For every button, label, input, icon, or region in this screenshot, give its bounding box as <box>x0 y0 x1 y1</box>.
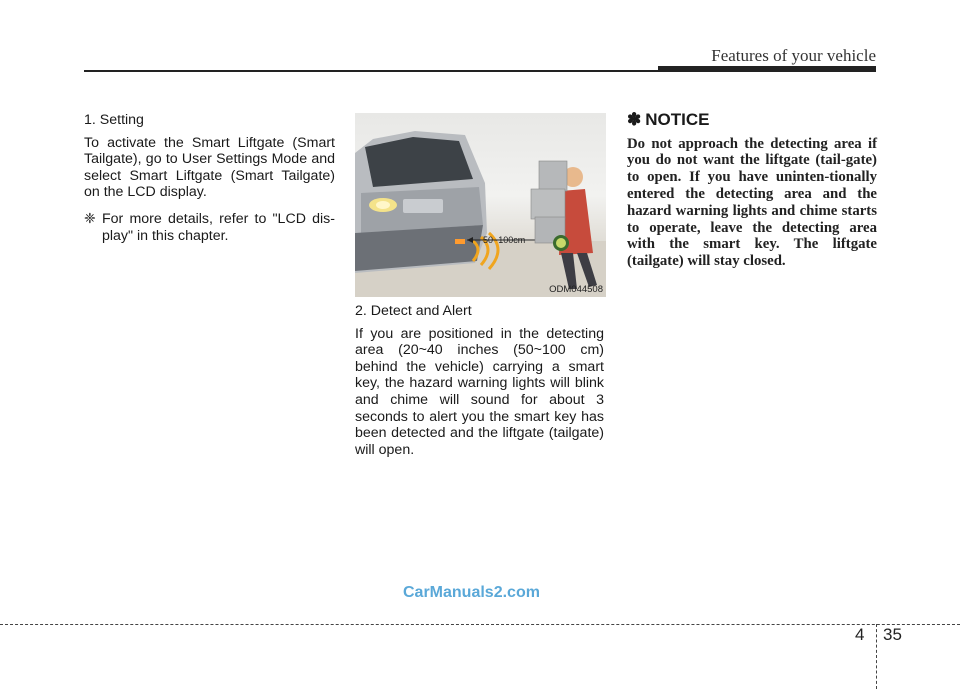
header-rule <box>84 70 660 72</box>
notice-title-text: NOTICE <box>645 110 710 129</box>
chapter-number: 4 <box>855 625 865 644</box>
page-number: 35 <box>883 625 902 644</box>
column-detect-alert <box>355 303 604 466</box>
detect-heading: 2. Detect and Alert <box>355 303 472 319</box>
notice-title <box>627 112 877 129</box>
column-setting <box>84 112 335 244</box>
watermark-link[interactable]: CarManuals2.com <box>403 584 540 601</box>
setting-body: To activate the Smart Liftgate (Smart Tailgate), go to User Settings Mode and select Smart Liftgate (Smart Tailgate) on the LCD display. <box>84 134 335 201</box>
notice-body: Do not approach the detecting area if you do not want the liftgate (tail-gate) to open. If you have uninten-tionally entered the detecting area and the hazard warning lights and chime starts to operate, leave the detecting area with the smart key. The liftgate (tailgate) will stay closed. <box>627 135 877 270</box>
note-mark-icon: ❈ <box>84 210 96 227</box>
car-and-person-drawing <box>355 113 606 297</box>
notice-box <box>627 112 877 270</box>
setting-heading: 1. Setting <box>84 112 144 128</box>
header-rule-bold <box>658 66 876 72</box>
notice-star-icon: ✽ <box>627 110 642 129</box>
setting-note <box>84 211 335 244</box>
footer-rule <box>0 624 960 625</box>
distance-label: 50~100cm <box>483 235 526 245</box>
note-text: For more details, refer to "LCD dis-play" in this chapter. <box>102 210 335 244</box>
detect-body: If you are positioned in the detecting area (20~40 inches (50~100 cm) behind the vehicle) carrying a smart key, the hazard warning lights will blink and chime will sound for about 3 seconds to alert you the smart key has been detected and the liftgate (tailgate) will open. <box>355 325 604 458</box>
page-header-title: Features of your vehicle <box>711 46 876 65</box>
figure-code: ODM044508 <box>549 284 603 295</box>
footer-divider <box>876 624 877 689</box>
liftgate-illustration <box>355 113 606 297</box>
